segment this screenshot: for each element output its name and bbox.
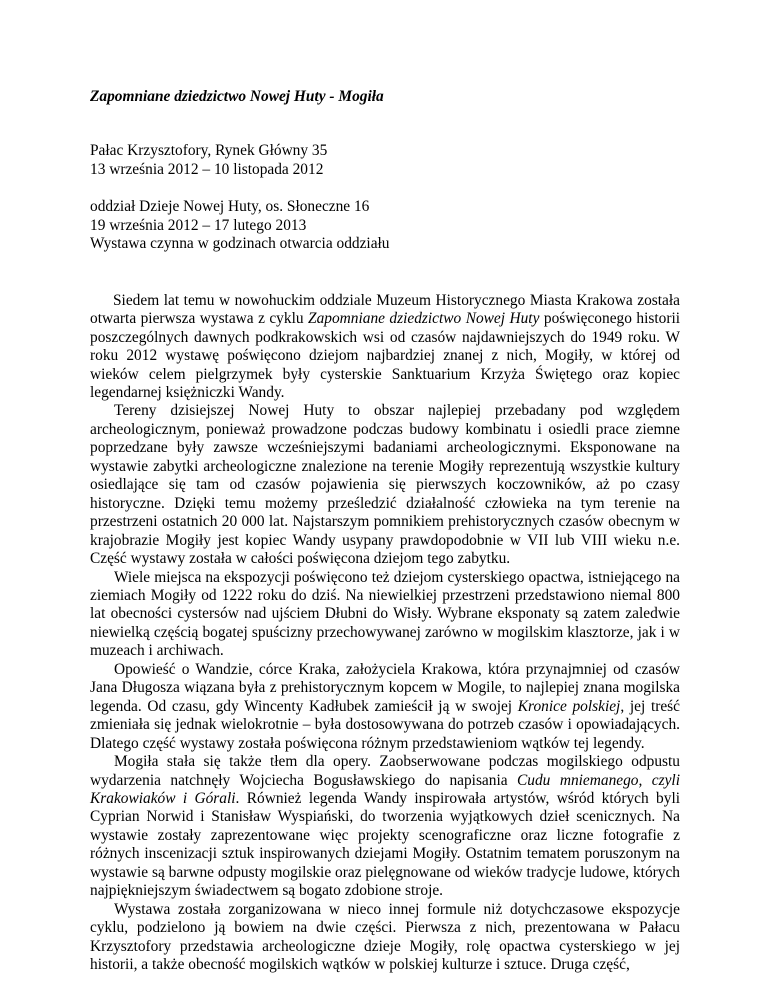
venue-address: Pałac Krzysztofory, Rynek Główny 35 bbox=[90, 142, 328, 160]
spacer bbox=[90, 106, 680, 142]
branch-address: oddział Dzieje Nowej Huty, os. Słoneczne 16 bbox=[90, 198, 370, 216]
paragraph-legend bbox=[90, 661, 680, 753]
paragraph-abbey: Wiele miejsca na ekspozycji poświęcono też dziejom cysterskiego opactwa, istniejącego na ziemiach Mogiły od 1222 roku do dziś. Na niewielkiej przestrzeni przedstawiono niemal 800 lat obecności cystersów nad ujściem Dłubni do Wisły. Wybrane eksponaty są zatem zaledwie niewielką częścią bogatej spuścizny przechowywanej zarówno w mogilskim klasztorze, jak i w muzeach i archiwach. bbox=[90, 568, 680, 660]
spacer bbox=[90, 254, 680, 292]
paragraph-organization: Wystawa została zorganizowana w nieco innej formule niż dotychczasowe ekspozycje cyklu, podzielono ją bowiem na dwie części. Pierwsza z nich, prezentowana w Pałacu Krzysztofory przedstawia archeologiczne dzieje Mogiły, rolę opactwa cysterskiego w jej historii, a także obecność mogilskich wątków w polskiej kulturze i sztuce. Druga część, bbox=[90, 900, 680, 974]
text-run: Siedem lat temu w nowohuckim oddziale Muzeum Historycznego Miasta Krakowa została otwarta pierwsza wystawa z cyklu bbox=[90, 291, 680, 328]
opera-title: Cudu mniemanego, czyli Krakowiaków i Górali bbox=[90, 771, 680, 807]
text-run: . Również legenda Wandy inspirowała artystów, wśród których byli Cyprian Norwid i Stanisław Wyspiański, do tworzenia wyjątkowych dzieł scenicznych. Na wystawie zostały zaprezentowane więc projekty scenograficzne oraz liczne fotografie z różnych inscenizacji sztuk inspirowanych dziejami Mogiły. Ostatnim tematem poruszonym na wystawie są barwne odpusty mogilskie oraz pielęgnowane od wieków tradycje ludowe, których najpiękniejszym świadectwem są bogato zdobione stroje. bbox=[90, 789, 680, 900]
body-text bbox=[90, 292, 680, 975]
venue-dates: 13 września 2012 – 10 listopada 2012 bbox=[90, 160, 324, 178]
branch-dates: 19 września 2012 – 17 lutego 2013 bbox=[90, 216, 307, 234]
text-run: Mogiła stała się także tłem dla opery. Zaobserwowane podczas mogilskiego odpustu wydarzenia natchnęły Wojciecha Bogusławskiego do napisania bbox=[90, 753, 680, 789]
chronicle-title: Kronice polskiej bbox=[517, 697, 621, 715]
venue-block-main bbox=[90, 142, 680, 179]
text-run: , jej treść zmieniała się jednak wielokrotnie – była dostosowywana do potrzeb czasów i opowiadających. Dlatego część wystawy została poświęcona różnym przedstawieniom wątków tej legendy. bbox=[90, 697, 680, 752]
text-run: poświęconego historii poszczególnych dawnych podkrakowskich wsi od czasów najdawniejszych do 1949 roku. W roku 2012 wystawę poświęcono dziejom najbardziej znanej z nich, Mogiły, w której od wieków celem pielgrzymek były cysterskie Sanktuarium Krzyża Świętego oraz kopiec legendarnej księżniczki Wandy. bbox=[90, 310, 680, 401]
document-title: Zapomniane dziedzictwo Nowej Huty - Mogiła bbox=[90, 88, 384, 105]
spacer bbox=[90, 179, 680, 198]
document-page bbox=[90, 88, 680, 974]
paragraph-opera bbox=[90, 753, 680, 901]
paragraph-intro bbox=[90, 292, 680, 403]
text-run: Opowieść o Wandzie, córce Kraka, założyciela Krakowa, która przynajmniej od czasów Jana Długosza wiązana była z prehistorycznym kopcem w Mogile, to najlepiej znana mogilska legenda. Od czasu, gdy Wincenty Kadłubek zamieścił ją w swojej bbox=[90, 660, 680, 715]
venue-block-branch bbox=[90, 198, 680, 253]
exhibition-series-title: Zapomniane dziedzictwo Nowej Huty bbox=[308, 310, 540, 328]
branch-hours-note: Wystawa czynna w godzinach otwarcia oddziału bbox=[90, 235, 390, 253]
paragraph-archaeology: Tereny dzisiejszej Nowej Huty to obszar najlepiej przebadany pod względem archeologicznym, ponieważ prowadzone podczas budowy kombinatu i osiedli prace ziemne poprzedzane były zawsze wcześniejszymi badaniami archeologicznymi. Eksponowane na wystawie zabytki archeologiczne znalezione na terenie Mogiły reprezentują wszystkie kultury osiedlające się tam od czasów pojawienia się pierwszych koczowników, aż po czasy historyczne. Dzięki temu możemy prześledzić działalność człowieka na tym terenie na przestrzeni ostatnich 20 000 lat. Najstarszym pomnikiem prehistorycznych czasów obecnym w krajobrazie Mogiły jest kopiec Wandy usypany prawdopodobnie w VII lub VIII wieku n.e. Część wystawy została w całości poświęcona dziejom tego zabytku. bbox=[90, 402, 680, 568]
